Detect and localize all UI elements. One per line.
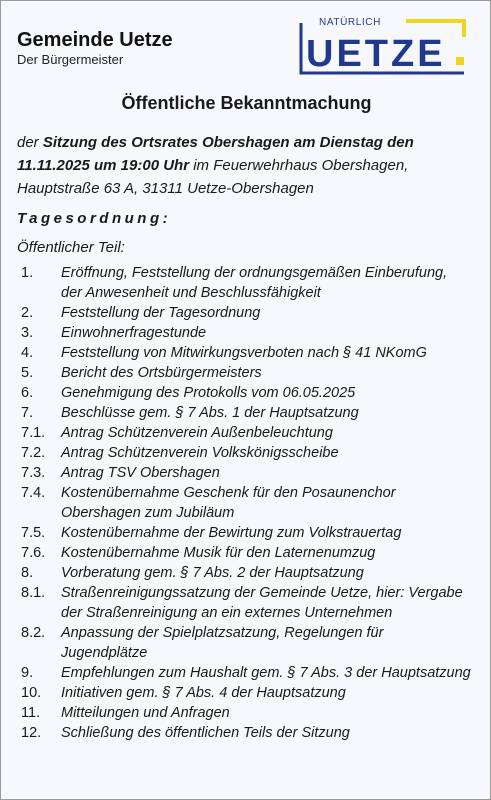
agenda-item-text: Bericht des Ortsbürgermeisters xyxy=(61,365,262,381)
agenda-heading: Tagesordnung: xyxy=(17,210,172,227)
agenda-item-number: 7.2. xyxy=(21,445,46,461)
agenda-item-number: 5. xyxy=(21,365,34,381)
agenda-item xyxy=(1,263,471,303)
agenda-item-number: 4. xyxy=(21,345,34,361)
agenda-item-text: Genehmigung des Protokolls vom 06.05.2025 xyxy=(61,385,356,401)
agenda-item xyxy=(1,723,471,743)
uetze-logo xyxy=(298,15,470,77)
agenda-item-text: Initiativen gem. § 7 Abs. 4 der Hauptsatzung xyxy=(61,685,346,701)
agenda-item-text: Anpassung der Spielplatzsatzung, Regelungen für Jugendplätze xyxy=(61,625,384,661)
agenda-item-number: 2. xyxy=(21,305,34,321)
agenda-item-number: 8.1. xyxy=(21,585,46,601)
agenda-item-number: 3. xyxy=(21,325,34,341)
agenda-item-text: Straßenreinigungssatzung der Gemeinde Uetze, hier: Vergabe der Straßenreinigung an ein externes Unternehmen xyxy=(61,585,463,621)
agenda-item-number: 10. xyxy=(21,685,42,701)
agenda-list xyxy=(1,263,491,743)
agenda-item xyxy=(1,343,471,363)
intro-bold: Sitzung des Ortsrates Obershagen am Dienstag den 11.11.2025 um 19:00 Uhr xyxy=(17,134,414,174)
agenda-item xyxy=(1,683,471,703)
agenda-item xyxy=(1,583,471,623)
agenda-item xyxy=(1,523,471,543)
agenda-item-number: 7.3. xyxy=(21,465,46,481)
agenda-item-text: Antrag TSV Obershagen xyxy=(61,465,220,481)
intro-pre: der xyxy=(17,134,43,151)
agenda-item-number: 12. xyxy=(21,725,42,741)
agenda-item xyxy=(1,563,471,583)
agenda-item-text: Antrag Schützenverein Außenbeleuchtung xyxy=(61,425,333,441)
agenda-item xyxy=(1,443,471,463)
agenda-item-number: 9. xyxy=(21,665,34,681)
agenda-item-number: 7.5. xyxy=(21,525,46,541)
logo-yellow-dot xyxy=(456,57,464,65)
agenda-item-text: Antrag Schützenverein Volkskönigsscheibe xyxy=(61,445,339,461)
agenda-item xyxy=(1,323,471,343)
logo-wordmark: UETZE xyxy=(306,33,446,75)
logo-tagline: NATÜRLICH xyxy=(319,17,381,28)
agenda-item-number: 6. xyxy=(21,385,34,401)
agenda-item-number: 1. xyxy=(21,265,34,281)
agenda-item-text: Vorberatung gem. § 7 Abs. 2 der Hauptsatzung xyxy=(61,565,364,581)
agenda-item-text: Kostenübernahme Geschenk für den Posaunenchor Obershagen zum Jubiläum xyxy=(61,485,396,521)
agenda-item xyxy=(1,303,471,323)
agenda-item-number: 7.6. xyxy=(21,545,46,561)
agenda-item-text: Beschlüsse gem. § 7 Abs. 1 der Hauptsatzung xyxy=(61,405,359,421)
intro-post: im Feuerwehrhaus Obershagen, Hauptstraße 63 A, 31311 Uetze-Obershagen xyxy=(17,157,409,197)
agenda-item-number: 7.4. xyxy=(21,485,46,501)
municipality-name: Gemeinde Uetze xyxy=(17,29,173,51)
agenda-item xyxy=(1,703,471,723)
agenda-item-number: 7.1. xyxy=(21,425,46,441)
agenda-item xyxy=(1,663,471,683)
agenda-item-text: Kostenübernahme Musik für den Laternenumzug xyxy=(61,545,376,561)
agenda-item-number: 8. xyxy=(21,565,34,581)
page-title: Öffentliche Bekanntmachung xyxy=(121,93,372,113)
agenda-item-number: 8.2. xyxy=(21,625,46,641)
agenda-item xyxy=(1,383,471,403)
agenda-item-text: Kostenübernahme der Bewirtung zum Volkstrauertag xyxy=(61,525,402,541)
agenda-item xyxy=(1,403,471,423)
municipality-header xyxy=(17,29,173,68)
agenda-item xyxy=(1,623,471,663)
agenda-item xyxy=(1,423,471,443)
agenda-item-number: 11. xyxy=(21,705,41,721)
agenda-item-text: Einwohnerfragestunde xyxy=(61,325,207,341)
agenda-item-text: Feststellung der Tagesordnung xyxy=(61,305,261,321)
agenda-item xyxy=(1,543,471,563)
section-heading: Öffentlicher Teil: xyxy=(17,239,125,256)
agenda-item xyxy=(1,363,471,383)
agenda-item-text: Schließung des öffentlichen Teils der Sitzung xyxy=(61,725,350,741)
agenda-item-text: Empfehlungen zum Haushalt gem. § 7 Abs. 3 der Hauptsatzung xyxy=(61,665,471,681)
agenda-item-text: Feststellung von Mitwirkungsverboten nach § 41 NKomG xyxy=(61,345,427,361)
meeting-intro xyxy=(17,131,479,200)
mayor-subtitle: Der Bürgermeister xyxy=(17,52,124,67)
agenda-item-text: Eröffnung, Feststellung der ordnungsgemäßen Einberufung, der Anwesenheit und Beschlussfähigkeit xyxy=(61,265,448,301)
agenda-item xyxy=(1,483,471,523)
agenda-item xyxy=(1,463,471,483)
agenda-item-text: Mitteilungen und Anfragen xyxy=(61,705,230,721)
agenda-item-number: 7. xyxy=(21,405,34,421)
